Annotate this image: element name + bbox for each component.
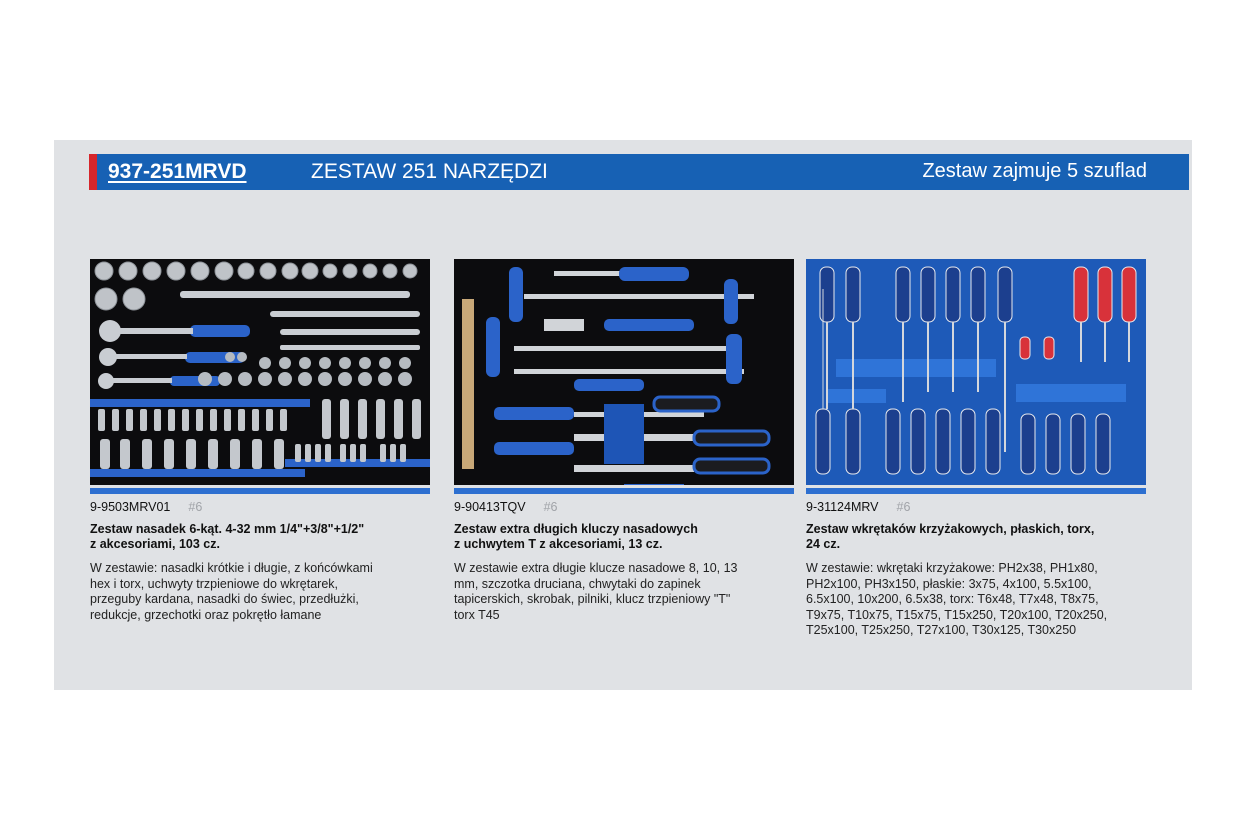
description-line: PH2x100, PH3x150, płaskie: 3x75, 4x100, 5.5x100,	[806, 576, 1092, 591]
blue-divider	[454, 488, 794, 494]
product-description	[806, 561, 1146, 639]
product-card-t-handles	[454, 259, 794, 623]
product-image-t-handles	[454, 259, 794, 485]
header-banner	[89, 154, 1189, 190]
description-line: 6.5x100, 10x200, 6.5x38, torx: T6x48, T7x48, T8x75,	[806, 592, 1099, 606]
product-name-line: z akcesoriami, 103 cz.	[90, 537, 220, 551]
description-line: W zestawie extra długie klucze nasadowe 8, 10, 13	[454, 561, 738, 575]
socket-tray-illustration	[90, 259, 430, 485]
set-code: 937-251MRVD	[108, 160, 247, 183]
blue-divider	[806, 488, 1146, 494]
drawer-count: Zestaw zajmuje 5 szuflad	[922, 160, 1147, 182]
product-name-line: Zestaw wkrętaków krzyżakowych, płaskich, torx,	[806, 522, 1095, 536]
blue-divider	[90, 488, 430, 494]
product-description	[454, 561, 794, 623]
product-number: #6	[896, 500, 911, 514]
description-line: T9x75, T10x75, T15x75, T15x250, T20x100, T20x250,	[806, 607, 1108, 622]
set-title: ZESTAW 251 NARZĘDZI	[311, 160, 548, 183]
product-name-line: Zestaw extra długich kluczy nasadowych	[454, 522, 698, 536]
product-code	[806, 500, 1146, 514]
accent-stripe	[89, 154, 97, 190]
description-line: W zestawie: nasadki krótkie i długie, z końcówkami	[90, 561, 373, 575]
description-line: redukcje, grzechotki oraz pokrętło łamane	[90, 607, 322, 622]
product-number: #6	[188, 500, 203, 514]
description-line: mm, szczotka druciana, chwytaki do zapinek	[454, 576, 701, 591]
product-name-line: z uchwytem T z akcesoriami, 13 cz.	[454, 537, 663, 551]
product-name-line: 24 cz.	[806, 537, 841, 551]
t-handle-tray-illustration	[454, 259, 794, 485]
screwdriver-tray-illustration	[806, 259, 1146, 485]
description-line: przeguby kardana, nasadki do świec, przedłużki,	[90, 592, 359, 606]
description-line: hex i torx, uchwyty trzpieniowe do wkrętarek,	[90, 576, 339, 591]
product-name	[454, 522, 794, 552]
product-image-sockets	[90, 259, 430, 485]
description-line: W zestawie: wkrętaki krzyżakowe: PH2x38, PH1x80,	[806, 561, 1098, 575]
product-image-screwdrivers	[806, 259, 1146, 485]
product-name	[90, 522, 430, 552]
product-code-text: 9-9503MRV01	[90, 500, 171, 514]
product-card-screwdrivers	[806, 259, 1146, 639]
description-line: tapicerskich, skrobak, pilniki, klucz trzpieniowy "T"	[454, 592, 731, 606]
description-line: torx T45	[454, 607, 500, 622]
product-code	[454, 500, 794, 514]
product-name-line: Zestaw nasadek 6-kąt. 4-32 mm 1/4"+3/8"+1/2"	[90, 522, 365, 536]
catalog-panel	[54, 140, 1192, 690]
product-number: #6	[543, 500, 558, 514]
product-name	[806, 522, 1146, 552]
product-description	[90, 561, 430, 623]
product-card-sockets	[90, 259, 430, 623]
product-code-text: 9-31124MRV	[806, 500, 879, 514]
product-code-text: 9-90413TQV	[454, 500, 526, 514]
description-line: T25x100, T25x250, T27x100, T30x125, T30x250	[806, 623, 1077, 637]
product-code	[90, 500, 430, 514]
